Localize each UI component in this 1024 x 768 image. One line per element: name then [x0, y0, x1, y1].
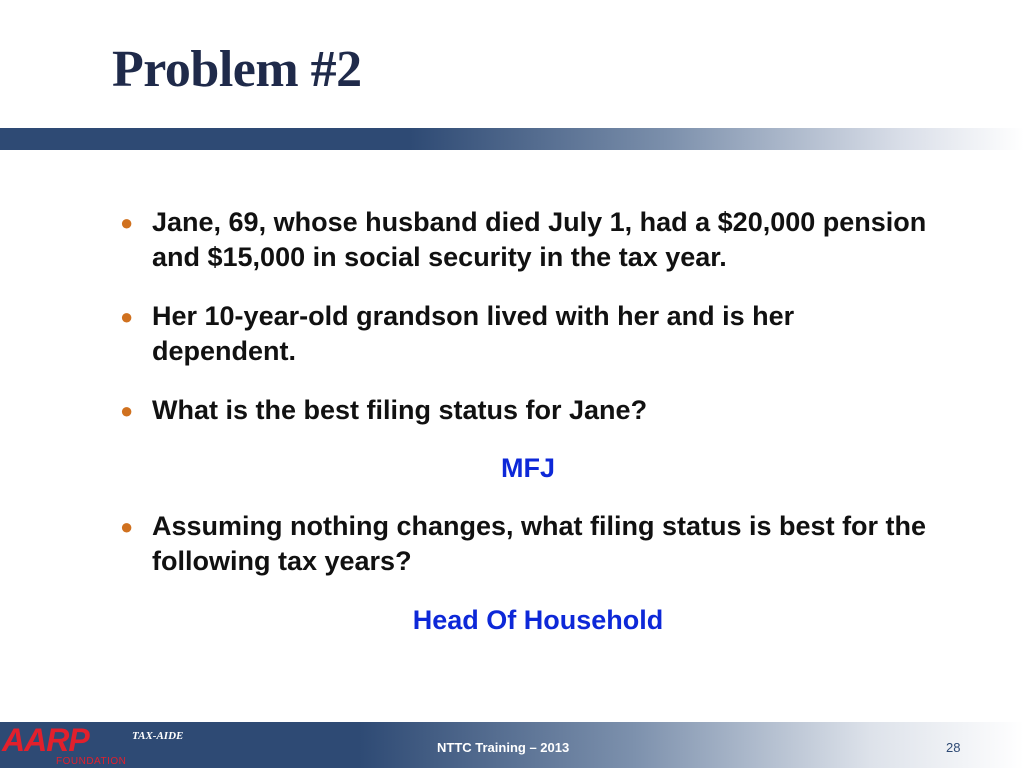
bullet-text: Jane, 69, whose husband died July 1, had a $20,000 pension and $15,000 in social security in the tax year. [152, 207, 927, 272]
bullet-item [118, 205, 938, 275]
answer-text: MFJ [501, 453, 555, 483]
bullet-dot-icon: ● [120, 304, 134, 329]
bullet-dot-icon: ● [120, 398, 134, 423]
slide-number: 28 [946, 740, 961, 755]
program-name: TAX-AIDE [132, 730, 184, 742]
bullet-item [118, 509, 938, 579]
aarp-logo: AARP [2, 722, 89, 758]
answer-text: Head Of Household [412, 605, 664, 635]
bullet-text: What is the best filing status for Jane? [152, 395, 648, 425]
bullet-text: Her 10-year-old grandson lived with her and is her dependent. [152, 301, 795, 366]
aarp-logo-subtext: FOUNDATION [56, 756, 127, 767]
bullet-item [118, 299, 938, 369]
title-divider-band [0, 128, 1024, 150]
footer-text: NTTC Training – 2013 [437, 740, 570, 755]
bullet-item [118, 393, 938, 428]
slide-content [118, 205, 938, 638]
bullet-dot-icon: ● [120, 210, 134, 235]
bullet-dot-icon: ● [120, 514, 134, 539]
bullet-text: Assuming nothing changes, what filing status is best for the following tax years? [152, 511, 927, 576]
slide-title: Problem #2 [112, 41, 362, 98]
